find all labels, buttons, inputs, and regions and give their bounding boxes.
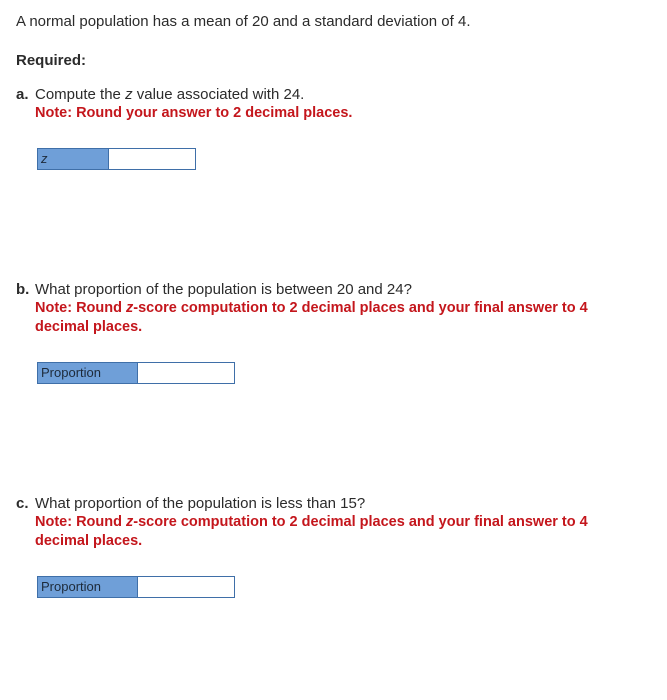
question-letter: c.: [16, 495, 29, 512]
question-letter: a.: [16, 86, 29, 103]
question-note: [35, 513, 615, 551]
answer-label: z: [38, 149, 109, 169]
note-text-before: Note: Round: [35, 300, 127, 316]
note-variable: z: [126, 514, 134, 530]
answer-row-c: [37, 576, 235, 598]
note-variable: z: [126, 300, 134, 316]
proportion-input-b[interactable]: [138, 363, 234, 383]
question-text: What proportion of the population is between 20 and 24?: [35, 281, 412, 298]
answer-label: Proportion: [38, 577, 138, 597]
question-c: [16, 494, 636, 551]
answer-row-b: [37, 362, 235, 384]
question-text: What proportion of the population is less than 15?: [35, 495, 366, 512]
question-variable: z: [125, 86, 133, 103]
note-text-before: Note: Round: [35, 514, 127, 530]
question-text-after: value associated with 24.: [132, 86, 305, 103]
question-a: [16, 85, 636, 123]
question-letter: b.: [16, 281, 30, 298]
proportion-input-c[interactable]: [138, 577, 234, 597]
problem-intro: A normal population has a mean of 20 and a standard deviation of 4.: [16, 13, 471, 30]
answer-row-a: [37, 148, 196, 170]
answer-label: Proportion: [38, 363, 138, 383]
required-heading: Required:: [16, 52, 87, 69]
question-text-before: Compute the: [35, 86, 126, 103]
note-text-after: -score computation to 2 decimal places and your final answer to 4 decimal places.: [35, 300, 588, 335]
question-note: Note: Round your answer to 2 decimal places.: [35, 105, 353, 121]
z-value-input[interactable]: [109, 149, 195, 169]
question-note: [35, 299, 615, 337]
note-text-after: -score computation to 2 decimal places and your final answer to 4 decimal places.: [35, 514, 588, 549]
question-b: [16, 280, 636, 337]
